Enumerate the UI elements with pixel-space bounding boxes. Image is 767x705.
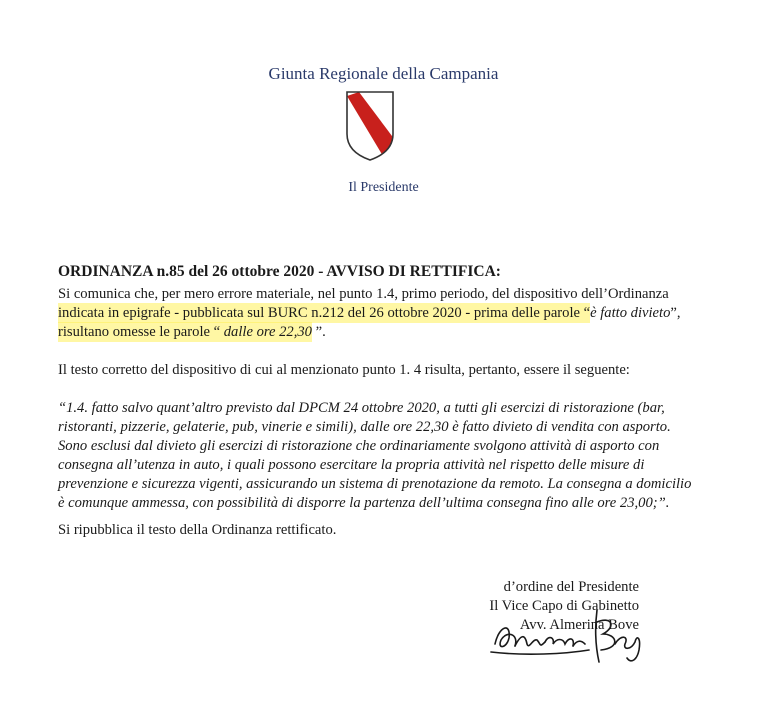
omitted-phrase: dalle ore 22,30 xyxy=(223,324,312,340)
quote-line: “1.4. fatto salvo quant’altro previsto dal DPCM 24 ottobre 2020, a tutti gli esercizi di ristorazione (bar, xyxy=(58,400,665,416)
quoted-phrase: è fatto divieto xyxy=(590,305,671,321)
quote-line: consegna all’utenza in auto, i quali possono esercitare la propria attività nel rispetto delle misure di xyxy=(58,457,645,473)
quote-line: Sono esclusi dal divieto gli esercizi di ristorazione che ordinariamente svolgono attività di asporto con xyxy=(58,438,660,454)
quote-line: è comunque ammessa, con possibilità di disporre la partenza dell’ultima consegna fino alle ore 23,00;”. xyxy=(58,495,670,511)
signature-line-role: Il Vice Capo di Gabinetto xyxy=(489,598,639,614)
paragraph-line xyxy=(58,323,722,342)
signature-line-order: d’ordine del Presidente xyxy=(503,579,639,595)
corrected-text-quote xyxy=(58,399,718,513)
paragraph-text: ”. xyxy=(311,324,326,340)
highlighted-text: indicata in epigrafe - pubblicata sul BURC n.212 del 26 ottobre 2020 - prima delle parole “ xyxy=(58,305,591,321)
intro-paragraph: Il testo corretto del dispositivo di cui al menzionato punto 1. 4 risulta, pertanto, essere il seguente: xyxy=(58,362,630,378)
campania-crest-icon xyxy=(345,90,395,162)
quote-line: ristoranti, pizzerie, gelaterie, pub, vinerie e simili), dalle ore 22,30 è fatto divieto di vendita con asporto. xyxy=(58,419,671,435)
paragraph-line: Si comunica che, per mero errore materiale, nel punto 1.4, primo periodo, del dispositivo dell’Ordinanza xyxy=(58,286,669,302)
correction-paragraph xyxy=(58,285,722,342)
ordinance-heading: ORDINANZA n.85 del 26 ottobre 2020 - AVVISO DI RETTIFICA: xyxy=(58,263,501,280)
handwritten-signature xyxy=(485,604,655,668)
paragraph-text: ”, xyxy=(670,305,681,321)
paragraph-line xyxy=(58,304,722,323)
institution-title: Giunta Regionale della Campania xyxy=(268,64,499,83)
highlighted-text: risultano omesse le parole “ xyxy=(58,324,224,340)
signature-line-name: Avv. Almerina Bove xyxy=(519,617,639,633)
office-label: Il Presidente xyxy=(348,180,419,195)
republication-note: Si ripubblica il testo della Ordinanza rettificato. xyxy=(58,522,337,538)
quote-line: prevenzione e sicurezza vigenti, assicurando un sistema di prenotazione da remoto. La consegna a domicilio xyxy=(58,476,692,492)
